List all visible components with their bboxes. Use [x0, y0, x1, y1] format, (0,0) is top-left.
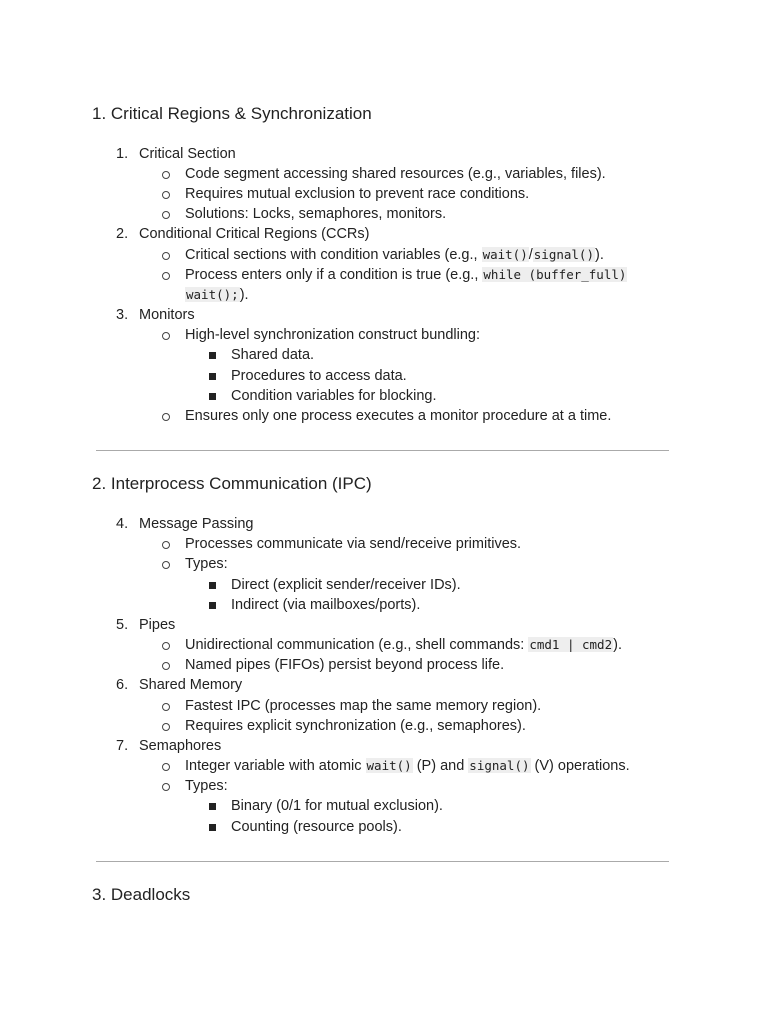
- inline-code: cmd1 | cmd2: [529, 637, 613, 652]
- hollow-bullet-icon: [162, 211, 170, 219]
- list-bullet: Processes communicate via send/receive primitives.: [185, 536, 522, 552]
- list-subbullet: Binary (0/1 for mutual exclusion).: [231, 798, 443, 814]
- hollow-bullet-icon: [162, 413, 170, 421]
- hollow-bullet-icon: [162, 763, 170, 771]
- inline-code: signal(): [533, 247, 594, 262]
- square-bullet-icon: [209, 803, 216, 810]
- section-divider: [96, 450, 669, 451]
- list-item-title: Semaphores: [139, 738, 222, 754]
- list-item-title: Monitors: [139, 307, 195, 323]
- section-heading: 3. Deadlocks: [92, 885, 191, 904]
- square-bullet-icon: [209, 824, 216, 831]
- list-subbullet: Indirect (via mailboxes/ports).: [231, 597, 421, 613]
- square-bullet-icon: [209, 352, 216, 359]
- list-item-title: Shared Memory: [139, 677, 243, 693]
- inline-code: while (buffer_full): [483, 267, 627, 282]
- square-bullet-icon: [209, 602, 216, 609]
- list-item-title: Conditional Critical Regions (CCRs): [139, 226, 370, 242]
- list-subbullet: Procedures to access data.: [231, 368, 407, 384]
- hollow-bullet-icon: [162, 662, 170, 670]
- hollow-bullet-icon: [162, 703, 170, 711]
- list-bullet: Fastest IPC (processes map the same memory region).: [185, 698, 542, 714]
- list-number: 5.: [116, 617, 129, 633]
- list-bullet: Critical sections with condition variables (e.g., wait()/signal()).: [185, 247, 604, 263]
- list-bullet-continuation: wait();).: [186, 287, 249, 303]
- hollow-bullet-icon: [162, 332, 170, 340]
- list-item-title: Critical Section: [139, 146, 236, 162]
- hollow-bullet-icon: [162, 561, 170, 569]
- list-subbullet: Shared data.: [231, 347, 315, 363]
- inline-code: wait();: [186, 287, 239, 302]
- hollow-bullet-icon: [162, 252, 170, 260]
- list-number: 1.: [116, 146, 129, 162]
- list-bullet: Process enters only if a condition is true (e.g., while (buffer_full): [185, 267, 627, 283]
- list-subbullet: Counting (resource pools).: [231, 819, 402, 835]
- list-bullet: Solutions: Locks, semaphores, monitors.: [185, 206, 447, 222]
- list-bullet: Types:: [185, 556, 228, 572]
- list-bullet: Unidirectional communication (e.g., shell commands: cmd1 | cmd2).: [185, 637, 622, 653]
- list-item-title: Pipes: [139, 617, 176, 633]
- list-number: 2.: [116, 226, 129, 242]
- list-number: 6.: [116, 677, 129, 693]
- list-bullet: Types:: [185, 778, 228, 794]
- list-number: 7.: [116, 738, 129, 754]
- hollow-bullet-icon: [162, 723, 170, 731]
- hollow-bullet-icon: [162, 541, 170, 549]
- hollow-bullet-icon: [162, 783, 170, 791]
- list-bullet: High-level synchronization construct bundling:: [185, 327, 480, 343]
- list-number: 3.: [116, 307, 129, 323]
- inline-code: wait(): [366, 758, 412, 773]
- list-bullet: Requires explicit synchronization (e.g., semaphores).: [185, 718, 526, 734]
- list-bullet: Code segment accessing shared resources (e.g., variables, files).: [185, 166, 606, 182]
- list-bullet: Integer variable with atomic wait() (P) and signal() (V) operations.: [185, 758, 630, 774]
- list-subbullet: Condition variables for blocking.: [231, 388, 437, 404]
- section-heading: 1. Critical Regions & Synchronization: [92, 104, 372, 123]
- list-item-title: Message Passing: [139, 516, 254, 532]
- hollow-bullet-icon: [162, 171, 170, 179]
- square-bullet-icon: [209, 582, 216, 589]
- list-bullet: Requires mutual exclusion to prevent race conditions.: [185, 186, 530, 202]
- list-number: 4.: [116, 516, 129, 532]
- list-subbullet: Direct (explicit sender/receiver IDs).: [231, 577, 461, 593]
- list-bullet: Ensures only one process executes a monitor procedure at a time.: [185, 408, 612, 424]
- square-bullet-icon: [209, 393, 216, 400]
- hollow-bullet-icon: [162, 642, 170, 650]
- square-bullet-icon: [209, 373, 216, 380]
- section-heading: 2. Interprocess Communication (IPC): [92, 474, 372, 493]
- inline-code: wait(): [482, 247, 528, 262]
- hollow-bullet-icon: [162, 191, 170, 199]
- section-divider: [96, 861, 669, 862]
- inline-code: signal(): [469, 758, 530, 773]
- hollow-bullet-icon: [162, 272, 170, 280]
- list-bullet: Named pipes (FIFOs) persist beyond process life.: [185, 657, 505, 673]
